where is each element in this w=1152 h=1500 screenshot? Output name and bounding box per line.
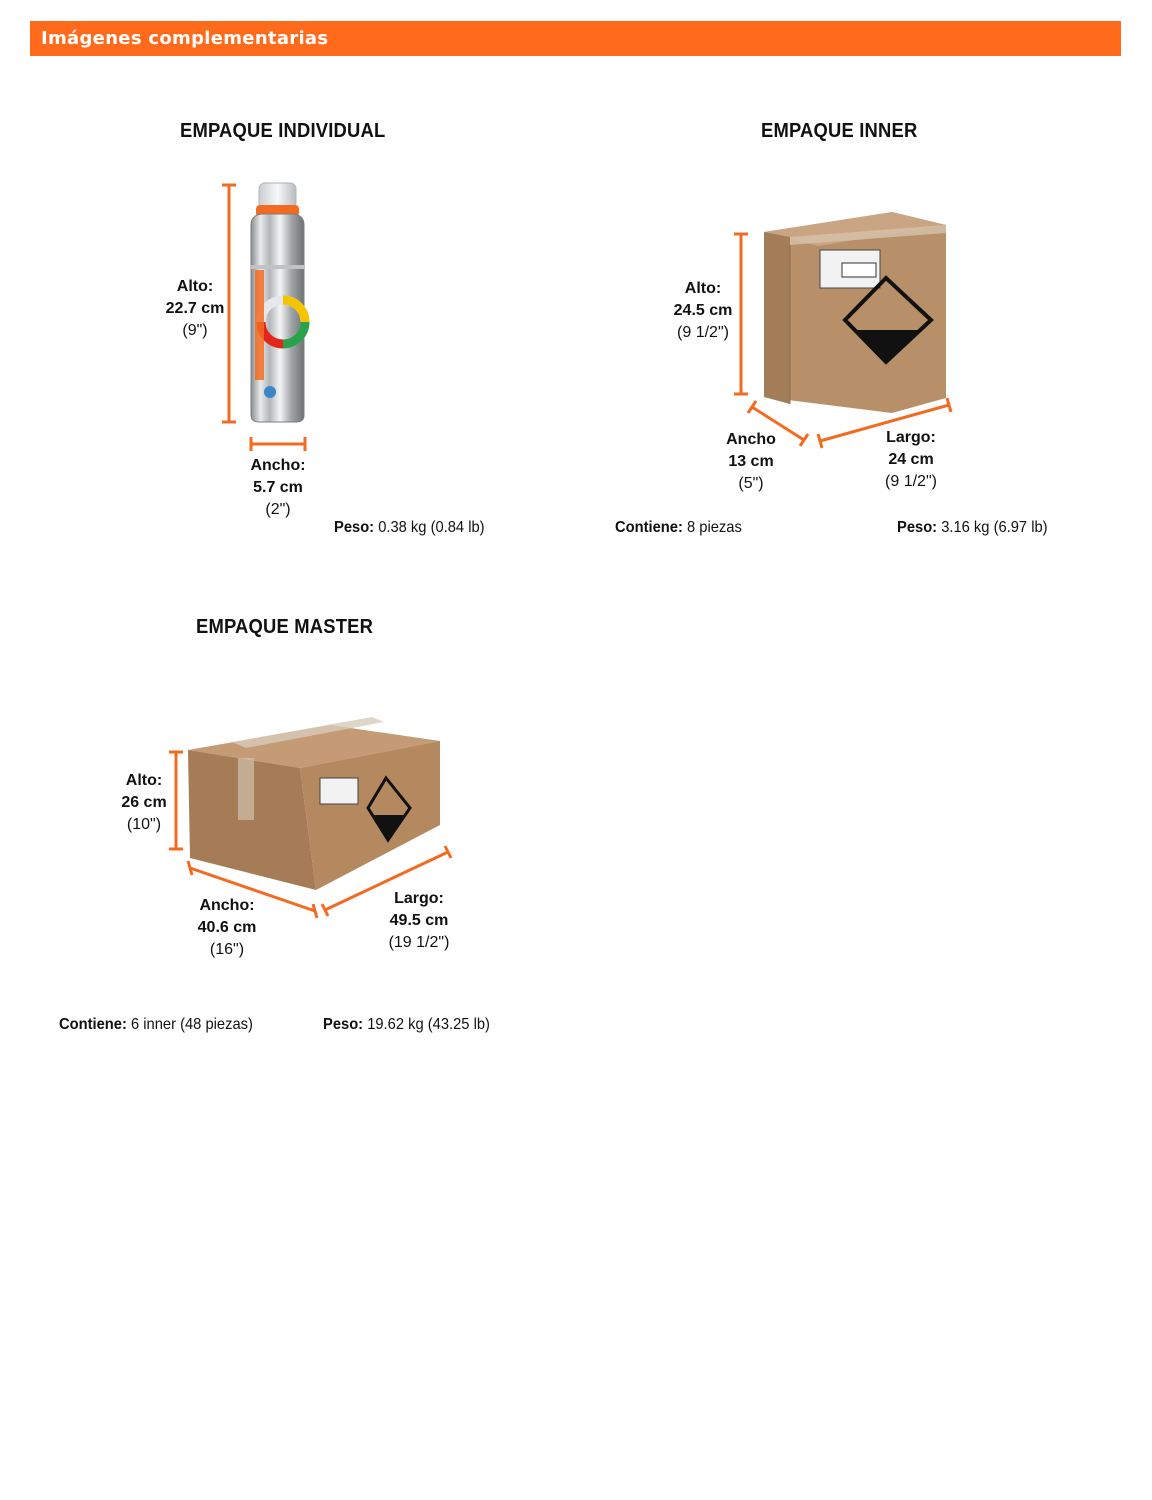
individual-ancho-inch: (2") (265, 501, 291, 518)
inner-contiene (615, 519, 742, 537)
master-contiene (59, 1016, 253, 1034)
inner-ancho-inch: (5") (738, 475, 764, 492)
inner-alto-inch: (9 1/2") (677, 324, 729, 341)
individual-alto-label: Alto: (176, 278, 214, 295)
inner-alto (658, 278, 748, 344)
master-ancho-cm: 40.6 cm (197, 919, 257, 936)
master-alto-cm: 26 cm (121, 794, 167, 811)
individual-ancho-cm: 5.7 cm (253, 479, 303, 496)
individual-ancho-label: Ancho: (250, 457, 306, 474)
master-contiene-label: Contiene: (59, 1016, 127, 1033)
individual-peso (334, 519, 485, 537)
inner-largo-label: Largo: (886, 429, 936, 446)
individual-alto-inch: (9") (182, 322, 208, 339)
inner-largo-inch: (9 1/2") (885, 473, 937, 490)
master-alto-label: Alto: (125, 772, 163, 789)
inner-ancho-label: Ancho (726, 431, 776, 448)
master-ancho-label: Ancho: (199, 897, 255, 914)
master-largo-cm: 49.5 cm (389, 912, 449, 929)
inner-contiene-value: 8 piezas (686, 519, 742, 536)
master-title: EMPAQUE MASTER (196, 616, 374, 638)
inner-largo (866, 427, 956, 493)
header-title: Imágenes complementarias (41, 28, 329, 49)
inner-peso-value: 3.16 kg (6.97 lb) (941, 519, 1048, 536)
individual-alto-cm: 22.7 cm (165, 300, 225, 317)
individual-ancho (233, 455, 323, 521)
inner-title: EMPAQUE INNER (761, 120, 918, 142)
spray-can-image (251, 183, 305, 422)
inner-ancho (706, 429, 796, 495)
master-largo (374, 888, 464, 954)
individual-title: EMPAQUE INDIVIDUAL (180, 120, 386, 142)
inner-alto-cm: 24.5 cm (673, 302, 733, 319)
inner-alto-label: Alto: (684, 280, 722, 297)
master-alto-inch: (10") (126, 816, 162, 833)
master-ancho-inch: (16") (209, 941, 245, 958)
master-contiene-value: 6 inner (48 piezas) (130, 1016, 253, 1033)
master-peso-label: Peso: (323, 1016, 364, 1033)
individual-peso-label: Peso: (334, 519, 375, 536)
inner-box-image (764, 212, 946, 413)
inner-peso-label: Peso: (897, 519, 938, 536)
master-peso-value: 19.62 kg (43.25 lb) (367, 1016, 490, 1033)
master-peso (323, 1016, 490, 1034)
inner-largo-cm: 24 cm (888, 451, 934, 468)
individual-alto (150, 276, 240, 342)
individual-peso-value: 0.38 kg (0.84 lb) (378, 519, 485, 536)
master-largo-label: Largo: (394, 890, 444, 907)
master-alto (100, 770, 188, 836)
inner-ancho-cm: 13 cm (728, 453, 774, 470)
inner-contiene-label: Contiene: (615, 519, 683, 536)
master-box-image (188, 717, 440, 890)
master-ancho (182, 895, 272, 961)
master-largo-inch: (19 1/2") (388, 934, 450, 951)
inner-peso (897, 519, 1048, 537)
